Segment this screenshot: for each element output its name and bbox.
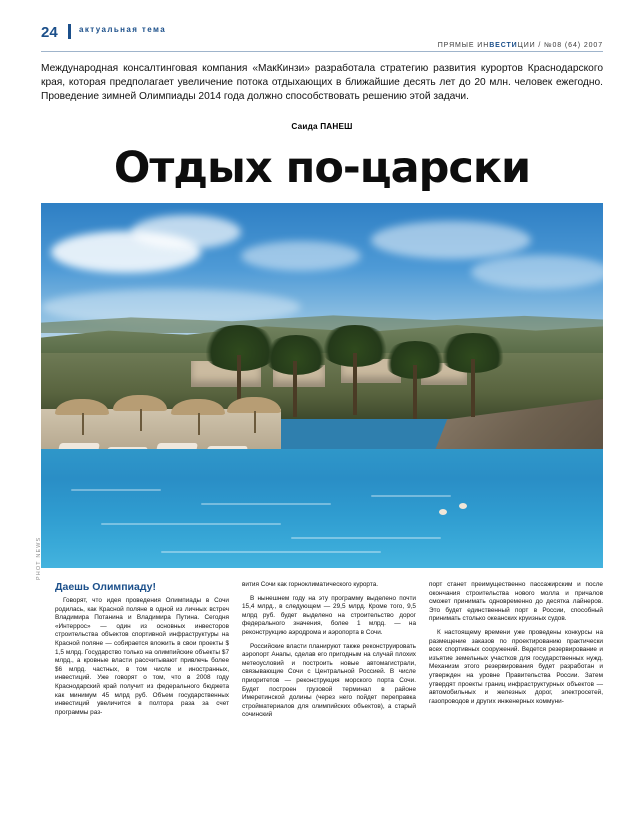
paragraph: вития Сочи как горноклиматического курорта. <box>242 581 379 588</box>
cloud <box>241 241 361 271</box>
column-3 <box>429 581 603 793</box>
header-divider <box>41 51 603 52</box>
page-header <box>41 24 603 49</box>
water-shimmer <box>291 537 441 539</box>
water-shimmer <box>101 523 281 525</box>
page-number: 24 <box>41 24 58 41</box>
issue-prefix: ПРЯМЫЕ ИН <box>437 42 490 49</box>
cloud <box>471 255 603 289</box>
issue-accent: ВЕСТИ <box>489 42 518 49</box>
rubric-accent-bar <box>68 24 71 39</box>
paragraph: порт станет преимущественно пассажирским и после окончания строительства нового молла и причалов сможет принимать одновременно до десятка лайнеров. Это будет единственный порт в России, способный принимать столько океанских круизных судов. <box>429 581 603 623</box>
cloud <box>131 215 241 249</box>
cloud <box>371 221 531 259</box>
paragraph: Говорят, что идея проведения Олимпиады в Сочи родилась, как Красной поляне в одной из личных встреч Владимира Потанина и Владимира Путина. Сегодня «Интеррос» — один из основных инвесторов строительства объектов спортивной инфраструктуры на Красной поляне — собирается вложить в свои проекты $ 1,5 млрд. Государство только на олимпийские объекты $7 млрд., а кровные власти рассчитывают привлечь более $6 млрд. частных, в том числе и иностранных, инвестиций. Уже говорят о том, что в 2008 году Краснодарский край получит из федерального бюджета как минимум 45 млрд руб. Объем государственных инвестиций увеличится в полтора раза за счет программы раз- <box>55 597 229 716</box>
water-shimmer <box>371 495 451 497</box>
water-shimmer <box>201 503 331 505</box>
page-title: Отдых по-царски <box>113 143 531 193</box>
rubric-label: актуальная тема <box>79 25 167 34</box>
issue-line <box>438 42 603 49</box>
paragraph: К настоящему времени уже проведены конкурсы на размещение заказов по проектированию практически всех спортивных сооружений. Ведется резервирование и изъятие земельных участков для государственных нужд. Механизм этого резервирования будет разработан и утвержден на уровне Правительства России. Затем утвердят проекты границ инфраструктурных объектов — автомобильных и железных дорог, электросетей, газопроводов и других инженерных коммуни- <box>429 628 603 705</box>
lead-paragraph: Международная консалтинговая компания «МакКинзи» разработала стратегию развития курортов Краснодарского края, которая предполагает увеличение потока отдыхающих в ближайшие десять лет до 20 млн. человек ежегодно. Проведение зимней Олимпиады 2014 года должно способствовать решению этой задачи. <box>41 63 603 103</box>
water-shimmer <box>161 551 381 553</box>
byline: Саида ПАНЕШ <box>291 122 353 131</box>
column-1 <box>55 581 229 793</box>
paragraph: Российские власти планируют также реконструировать аэропорт Анапы, сделав его пригодным на случай плохих метеоусловий и построить новые автомагистрали, связывающие Сочи с Центральной Россией. В числе приоритетов — реконструкция морского порта Сочи. Будет построен грузовой терминал в районе Имеретинской долины (через него пойдет переправка стройматериалов для олимпийских объектов), а старый сочинский <box>242 642 416 719</box>
section-subhead: Даешь Олимпиаду! <box>55 581 156 593</box>
article-photo <box>41 203 603 568</box>
photo-credit: PHOT NEWS <box>36 536 42 580</box>
paragraph: В нынешнем году на эту программу выделено почти 15,4 млрд., в следующем — 29,5 млрд. Кроме того, 9,5 млрд руб. будет выделено на строительство дорог федерального значения, более 1 млрд. — на реконструкцию аэродрома и аэропорта в Сочи. <box>242 594 416 636</box>
water-shimmer <box>71 489 161 491</box>
article-body <box>55 581 603 793</box>
issue-suffix: ЦИИ / №08 (64) 2007 <box>517 42 603 49</box>
swimmer <box>459 503 467 509</box>
swimmer <box>439 509 447 515</box>
column-2 <box>242 581 416 793</box>
